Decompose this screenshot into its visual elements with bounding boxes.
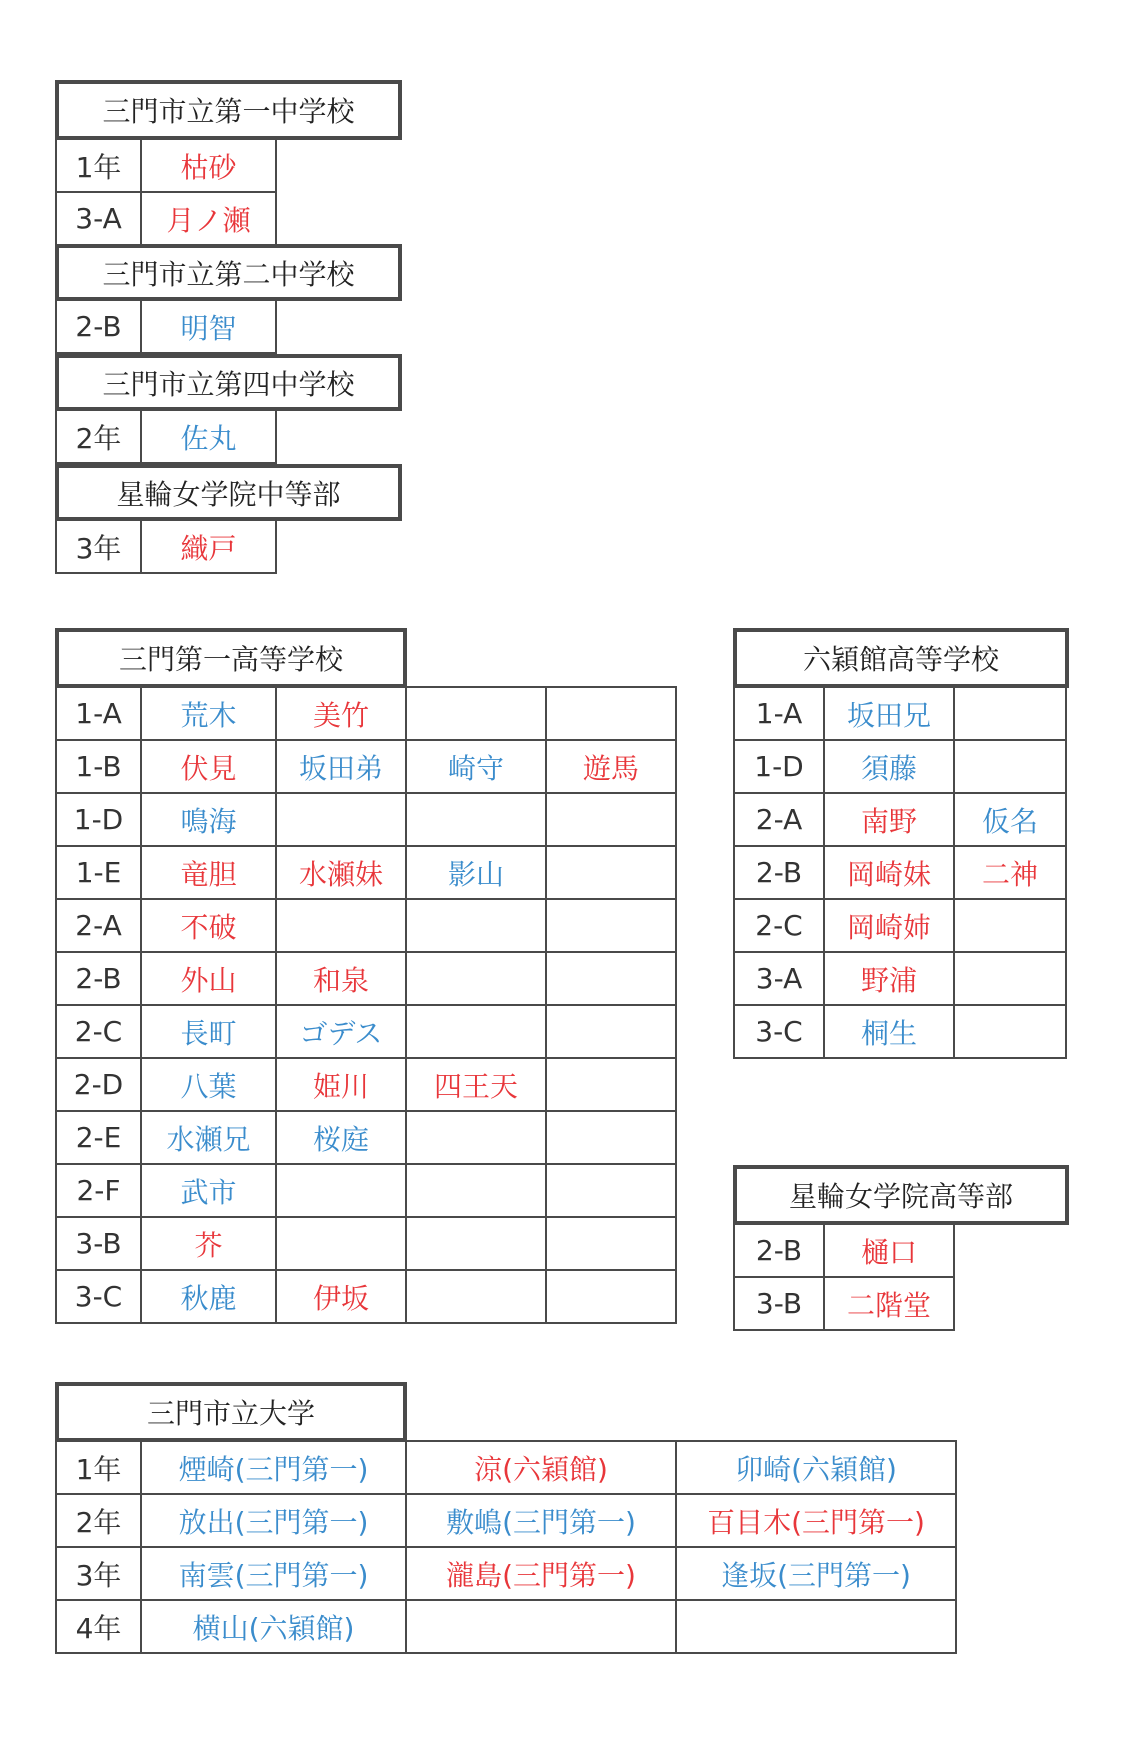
student-name: 明智	[141, 300, 276, 353]
class-table	[55, 138, 277, 246]
class-label: 2-C	[734, 899, 824, 952]
student-name: 荒木	[141, 687, 276, 740]
empty-cell	[546, 1217, 676, 1270]
table-row	[734, 846, 1066, 899]
student-name: 秋鹿	[141, 1270, 276, 1323]
table-row	[56, 192, 276, 245]
table-row	[56, 1111, 676, 1164]
school-title: 三門第一高等学校	[55, 628, 407, 688]
class-table	[55, 409, 277, 464]
class-label: 3-A	[56, 192, 141, 245]
table-row	[56, 1217, 676, 1270]
empty-cell	[406, 952, 546, 1005]
class-label: 1-D	[734, 740, 824, 793]
empty-cell	[676, 1600, 956, 1653]
class-label: 3-C	[56, 1270, 141, 1323]
empty-cell	[276, 1217, 406, 1270]
class-label: 3年	[56, 520, 141, 573]
table-row	[734, 1277, 954, 1330]
student-name: 桜庭	[276, 1111, 406, 1164]
school-title: 星輪女学院高等部	[733, 1165, 1069, 1225]
class-table	[733, 1223, 955, 1331]
class-label: 1-B	[56, 740, 141, 793]
school-title: 三門市立第四中学校	[55, 354, 402, 411]
class-label: 2年	[56, 1494, 141, 1547]
class-label: 3-A	[734, 952, 824, 1005]
class-table	[55, 686, 677, 1324]
table-row	[56, 1600, 956, 1653]
student-name: 南雲(三門第一)	[141, 1547, 406, 1600]
empty-cell	[954, 740, 1066, 793]
empty-cell	[276, 899, 406, 952]
student-name: 美竹	[276, 687, 406, 740]
table-row	[734, 952, 1066, 1005]
table-row	[56, 1058, 676, 1111]
empty-cell	[276, 793, 406, 846]
empty-cell	[406, 687, 546, 740]
table-row	[56, 899, 676, 952]
student-name: 二神	[954, 846, 1066, 899]
class-label: 1-E	[56, 846, 141, 899]
class-label: 2-B	[734, 846, 824, 899]
table-row	[734, 899, 1066, 952]
student-name: 竜胆	[141, 846, 276, 899]
student-name: 二階堂	[824, 1277, 954, 1330]
empty-cell	[546, 846, 676, 899]
student-name: 影山	[406, 846, 546, 899]
class-table	[55, 299, 277, 354]
student-name: 和泉	[276, 952, 406, 1005]
student-name: 野浦	[824, 952, 954, 1005]
table-row	[56, 687, 676, 740]
table-row	[56, 1441, 956, 1494]
table-row	[56, 520, 276, 573]
empty-cell	[546, 793, 676, 846]
student-name: 姫川	[276, 1058, 406, 1111]
student-name: 四王天	[406, 1058, 546, 1111]
empty-cell	[546, 1111, 676, 1164]
table-row	[56, 139, 276, 192]
student-name: 八葉	[141, 1058, 276, 1111]
table-row	[56, 740, 676, 793]
school-title: 三門市立第一中学校	[55, 80, 402, 140]
student-name: 卯崎(六穎館)	[676, 1441, 956, 1494]
student-name: 月ノ瀬	[141, 192, 276, 245]
student-name: 織戸	[141, 520, 276, 573]
empty-cell	[276, 1164, 406, 1217]
empty-cell	[546, 1270, 676, 1323]
student-name: 放出(三門第一)	[141, 1494, 406, 1547]
student-name: 樋口	[824, 1224, 954, 1277]
class-label: 2-F	[56, 1164, 141, 1217]
student-name: 芥	[141, 1217, 276, 1270]
empty-cell	[406, 1217, 546, 1270]
student-name: 煙崎(三門第一)	[141, 1441, 406, 1494]
empty-cell	[954, 1005, 1066, 1058]
student-name: 仮名	[954, 793, 1066, 846]
class-label: 2-A	[56, 899, 141, 952]
student-name: 南野	[824, 793, 954, 846]
table-row	[56, 1005, 676, 1058]
empty-cell	[406, 1270, 546, 1323]
student-name: 横山(六穎館)	[141, 1600, 406, 1653]
empty-cell	[954, 952, 1066, 1005]
class-label: 2-A	[734, 793, 824, 846]
class-label: 3-C	[734, 1005, 824, 1058]
class-label: 3-B	[734, 1277, 824, 1330]
school-title: 六穎館高等学校	[733, 628, 1069, 688]
empty-cell	[406, 899, 546, 952]
class-label: 2-B	[734, 1224, 824, 1277]
table-row	[56, 410, 276, 463]
class-table	[55, 1440, 957, 1654]
empty-cell	[406, 1111, 546, 1164]
empty-cell	[406, 793, 546, 846]
class-label: 2-E	[56, 1111, 141, 1164]
school-title: 星輪女学院中等部	[55, 464, 402, 521]
table-row	[56, 1494, 956, 1547]
empty-cell	[406, 1164, 546, 1217]
student-name: 遊馬	[546, 740, 676, 793]
student-name: 坂田兄	[824, 687, 954, 740]
class-label: 2-B	[56, 952, 141, 1005]
student-name: 不破	[141, 899, 276, 952]
empty-cell	[406, 1005, 546, 1058]
table-row	[56, 300, 276, 353]
class-label: 3-B	[56, 1217, 141, 1270]
student-name: 岡崎姉	[824, 899, 954, 952]
empty-cell	[546, 1058, 676, 1111]
empty-cell	[954, 687, 1066, 740]
student-name: 伏見	[141, 740, 276, 793]
class-label: 1-D	[56, 793, 141, 846]
class-label: 1年	[56, 139, 141, 192]
empty-cell	[546, 1005, 676, 1058]
student-name: 百目木(三門第一)	[676, 1494, 956, 1547]
class-label: 4年	[56, 1600, 141, 1653]
table-row	[734, 687, 1066, 740]
table-row	[56, 1547, 956, 1600]
student-name: 水瀬兄	[141, 1111, 276, 1164]
student-name: ゴデス	[276, 1005, 406, 1058]
class-label: 1年	[56, 1441, 141, 1494]
table-row	[56, 1164, 676, 1217]
student-name: 外山	[141, 952, 276, 1005]
class-label: 2-D	[56, 1058, 141, 1111]
class-label: 3年	[56, 1547, 141, 1600]
school-title: 三門市立第二中学校	[55, 244, 402, 301]
table-row	[734, 793, 1066, 846]
empty-cell	[546, 899, 676, 952]
student-name: 長町	[141, 1005, 276, 1058]
empty-cell	[954, 899, 1066, 952]
table-row	[56, 846, 676, 899]
student-name: 瀧島(三門第一)	[406, 1547, 676, 1600]
student-name: 桐生	[824, 1005, 954, 1058]
table-row	[734, 740, 1066, 793]
student-name: 涼(六穎館)	[406, 1441, 676, 1494]
empty-cell	[546, 952, 676, 1005]
table-row	[56, 793, 676, 846]
student-name: 敷嶋(三門第一)	[406, 1494, 676, 1547]
table-row	[734, 1005, 1066, 1058]
student-name: 佐丸	[141, 410, 276, 463]
empty-cell	[406, 1600, 676, 1653]
class-table	[733, 686, 1067, 1059]
empty-cell	[546, 1164, 676, 1217]
student-name: 鳴海	[141, 793, 276, 846]
student-name: 枯砂	[141, 139, 276, 192]
student-name: 坂田弟	[276, 740, 406, 793]
school-title: 三門市立大学	[55, 1382, 407, 1442]
class-label: 2年	[56, 410, 141, 463]
student-name: 須藤	[824, 740, 954, 793]
table-row	[734, 1224, 954, 1277]
empty-cell	[546, 687, 676, 740]
student-name: 逢坂(三門第一)	[676, 1547, 956, 1600]
student-name: 伊坂	[276, 1270, 406, 1323]
class-label: 1-A	[734, 687, 824, 740]
student-name: 水瀬妹	[276, 846, 406, 899]
student-name: 岡崎妹	[824, 846, 954, 899]
class-label: 2-B	[56, 300, 141, 353]
table-row	[56, 1270, 676, 1323]
student-name: 崎守	[406, 740, 546, 793]
student-name: 武市	[141, 1164, 276, 1217]
class-label: 1-A	[56, 687, 141, 740]
table-row	[56, 952, 676, 1005]
class-label: 2-C	[56, 1005, 141, 1058]
class-table	[55, 519, 277, 574]
